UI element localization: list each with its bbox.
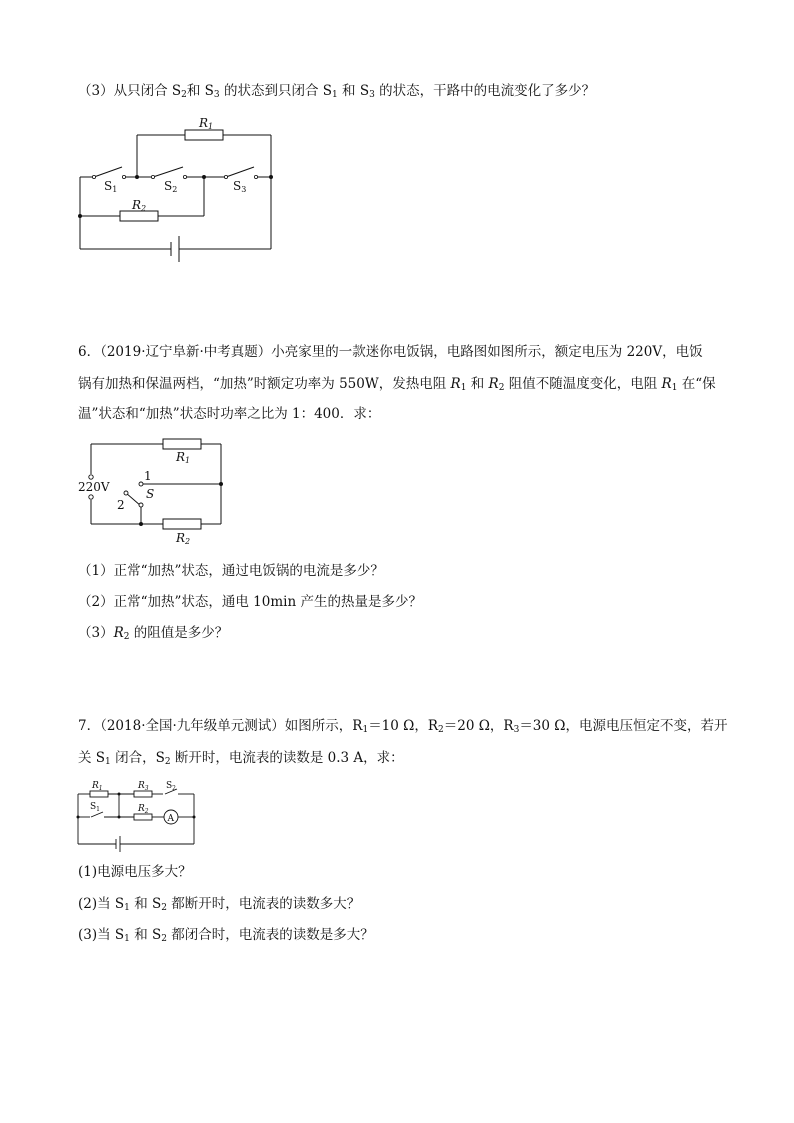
q7-label-s2: $S_2$ (166, 781, 176, 792)
q5-sub3: （3）从只闭合 $S_2$和 $S_3$ 的状态到只闭合 $S_1$ 和 $S_3$ 的状态，干路中的电流变化了多少？ (78, 83, 596, 100)
q5-label-s2: S2 (164, 179, 178, 194)
q7-label-s1: $S_1$ (90, 802, 100, 813)
q5-label-r2: R2 (132, 198, 147, 213)
q7-junction (118, 793, 121, 796)
q6-label-voltage: 220V (78, 480, 110, 494)
q7-sub3: (3)当 $S_1$ 和 $S_2$ 都闭合时，电流表的读数是多大？ (78, 927, 374, 944)
q7-sub2: (2)当 $S_1$ 和 $S_2$ 都断开时，电流表的读数多大？ (78, 896, 361, 913)
q6-sub2: （2）正常“加热”状态，通电 10min 产生的热量是多少？ (78, 594, 422, 610)
q6-label-switch: S (146, 487, 155, 501)
q6-label-r1: R1 (176, 450, 191, 465)
q6-text-line3: 温”状态和“加热”状态时功率之比为 1：400．求： (78, 406, 381, 422)
q7-junction (193, 816, 196, 819)
q7-text-line1: 7．（2018·全国·九年级单元测试）如图所示，$R_1=10$ Ω，$R_2=20$ Ω，$R_3=30$ Ω，电源电压恒定不变，若开 (78, 718, 728, 735)
q6-label-pos1: 1 (144, 469, 152, 483)
q6-sub1: （1）正常“加热”状态，通过电饭锅的电流是多少？ (78, 563, 384, 579)
q5-label-s1: S1 (104, 179, 118, 194)
q7-label-r1: $R_1$ (92, 781, 103, 792)
q7-junction (77, 816, 80, 819)
q7-junction (118, 816, 121, 819)
q7-r2-resistor (134, 814, 152, 820)
q5-label-s3: S3 (233, 179, 247, 194)
q7-label-r3: $R_3$ (138, 781, 149, 792)
q5-label-r1: R1 (199, 116, 214, 131)
q7-r3-resistor (134, 791, 152, 797)
q6-sub3: $(3)R_2$ 的阻值是多少？ (78, 625, 229, 642)
q6-text-line1: 6．（2019·辽宁阜新·中考真题）小亮家里的一款迷你电饭锅，电路图如图所示，额定电压为 220V，电饭 (78, 344, 703, 360)
q6-label-pos2: 2 (117, 498, 125, 512)
q7-sub1: (1)电源电压多大？ (78, 864, 192, 880)
q6-text-line2: 锅有加热和保温两档，“加热”时额定功率为 550W，发热电阻 $R_1$ 和 $R_2$ 阻值不随温度变化，电阻 $R_1$ 在“保 (78, 376, 716, 393)
q7-text-line2: 关 $S_1$ 闭合，$S_2$ 断开时，电流表的读数是 0.3 A，求： (78, 750, 404, 767)
q7-label-ammeter: A (167, 814, 174, 824)
q7-label-r2: $R_2$ (138, 804, 149, 815)
q6-label-r2: R2 (176, 531, 191, 546)
